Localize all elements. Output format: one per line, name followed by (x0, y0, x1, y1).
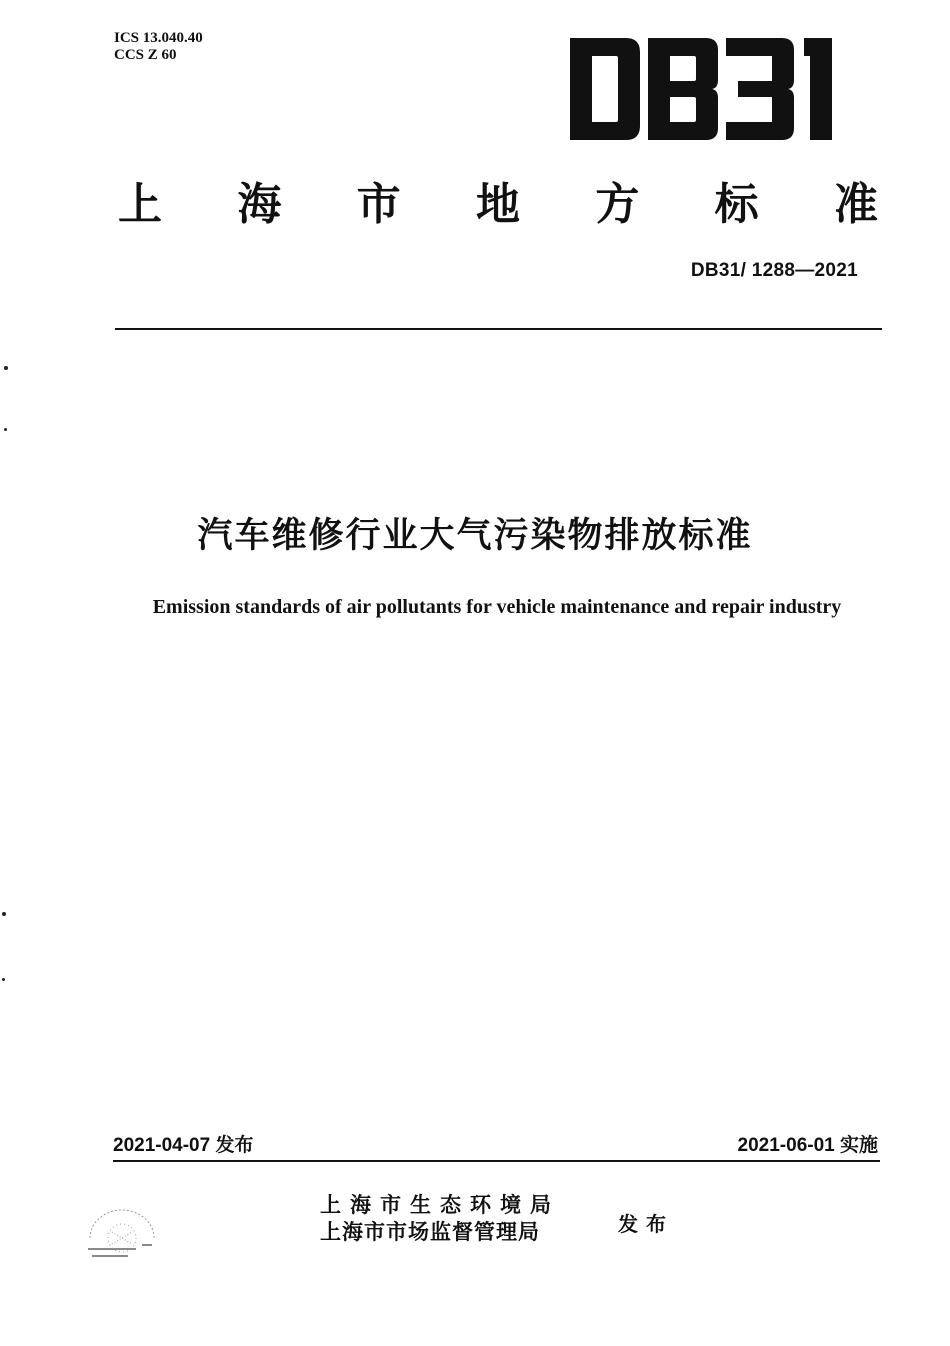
stamp-seal (82, 1198, 162, 1270)
heading-char: 上 (118, 179, 162, 230)
release-label: 发布 (618, 1212, 674, 1236)
classification-codes (114, 30, 203, 64)
heading-char: 标 (714, 179, 759, 230)
issue-date: 2021-04-07 发布 (113, 1135, 254, 1156)
heading-char: 市 (356, 179, 401, 230)
implementation-date: 2021-06-01 实施 (737, 1135, 878, 1156)
local-standard-heading (118, 168, 878, 228)
standard-title-cn: 汽车维修行业大气污染物排放标准 (197, 516, 753, 556)
bottom-divider (113, 1160, 880, 1162)
standard-number: DB31/ 1288—2021 (690, 260, 858, 281)
db31-logo (568, 34, 834, 144)
scan-speck (4, 366, 8, 370)
heading-char: 海 (237, 179, 282, 230)
heading-char: 准 (833, 179, 878, 230)
publisher-ecology-bureau: 上海市生态环境局 (320, 1193, 560, 1217)
ccs-code: CCS Z 60 (114, 47, 177, 63)
ics-code: ICS 13.040.40 (114, 30, 203, 46)
standard-title-en: Emission standards of air pollutants for vehicle maintenance and repair industry (152, 596, 842, 618)
heading-char: 地 (475, 179, 520, 230)
scan-speck (2, 912, 6, 916)
heading-char: 方 (595, 179, 640, 230)
publisher-market-supervision: 上海市市场监督管理局 (320, 1220, 540, 1244)
top-divider (115, 328, 882, 330)
scan-speck (2, 978, 5, 981)
scan-speck (4, 428, 7, 431)
publishers (320, 1192, 560, 1246)
